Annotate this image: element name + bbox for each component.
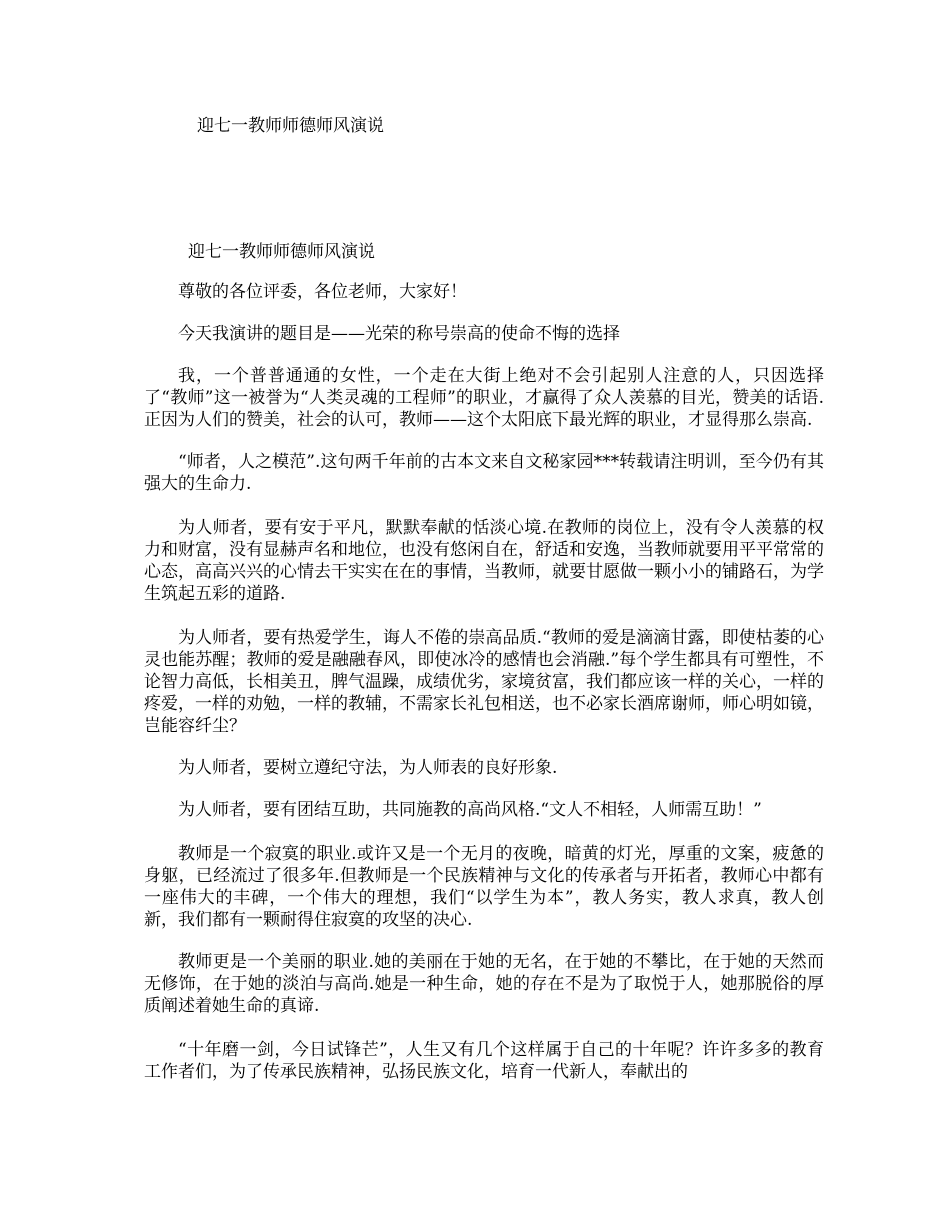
document-body	[144, 241, 824, 1083]
paragraph: 教师是一个寂寞的职业.或许又是一个无月的夜晚，暗黄的灯光，厚重的文案，疲惫的身躯，已经流过了很多年.但教师是一个民族精神与文化的传承者与开拓者，教师心中都有一座伟大的丰碑，一个伟大的理想，我们“以学生为本”，教人务实，教人求真，教人创新，我们都有一颗耐得住寂寞的攻坚的决心.	[144, 844, 824, 930]
paragraph: 为人师者，要有热爱学生，诲人不倦的崇高品质.“教师的爱是滴滴甘露，即使枯萎的心灵也能苏醒；教师的爱是融融春风，即使冰冷的感情也会消融.”每个学生都具有可塑性，不论智力高低，长相美丑，脾气温躁，成绩优劣，家境贫富，我们都应该一样的关心，一样的疼爱，一样的劝勉，一样的教辅，不需家长礼包相送，也不必家长酒席谢师，师心明如镜，岂能容纤尘？	[144, 628, 824, 736]
paragraph: 教师更是一个美丽的职业.她的美丽在于她的无名，在于她的不攀比，在于她的天然而无修饰，在于她的淡泊与高尚.她是一种生命，她的存在不是为了取悦于人，她那脱俗的厚质阐述着她生命的真谛.	[144, 952, 824, 1016]
document-title: 迎七一教师师德师风演说	[197, 116, 384, 136]
speech-title: 迎七一教师师德师风演说	[188, 242, 375, 262]
paragraph: 为人师者，要树立遵纪守法，为人师表的良好形象.	[178, 758, 558, 778]
paragraph: 我，一个普普通通的女性，一个走在大街上绝对不会引起别人注意的人，只因选择了“教师”这一被誉为“人类灵魂的工程师”的职业，才赢得了众人羡慕的目光，赞美的话语.正因为人们的赞美，社会的认可，教师——这个太阳底下最光辉的职业，才显得那么崇高.	[144, 366, 824, 430]
paragraph: 为人师者，要有团结互助，共同施教的高尚风格.“文人不相轻，人师需互助！”	[178, 800, 762, 820]
paragraph-topic: 今天我演讲的题目是——光荣的称号崇高的使命不悔的选择	[178, 324, 620, 344]
paragraph: “师者，人之模范”.这句两千年前的古本文来自文秘家园***转载请注明训，至今仍有其强大的生命力.	[144, 452, 824, 494]
paragraph: “十年磨一剑，今日试锋芒”，人生又有几个这样属于自己的十年呢？许许多多的教育工作者们，为了传承民族精神，弘扬民族文化，培育一代新人，奉献出的	[144, 1040, 824, 1082]
paragraph-greeting: 尊敬的各位评委，各位老师，大家好！	[178, 282, 467, 302]
paragraph: 为人师者，要有安于平凡，默默奉献的恬淡心境.在教师的岗位上，没有令人羡慕的权力和财富，没有显赫声名和地位，也没有悠闲自在，舒适和安逸，当教师就要用平平常常的心态，高高兴兴的心情去干实实在在的事情，当教师，就要甘愿做一颗小小的铺路石，为学生筑起五彩的道路.	[144, 518, 824, 604]
